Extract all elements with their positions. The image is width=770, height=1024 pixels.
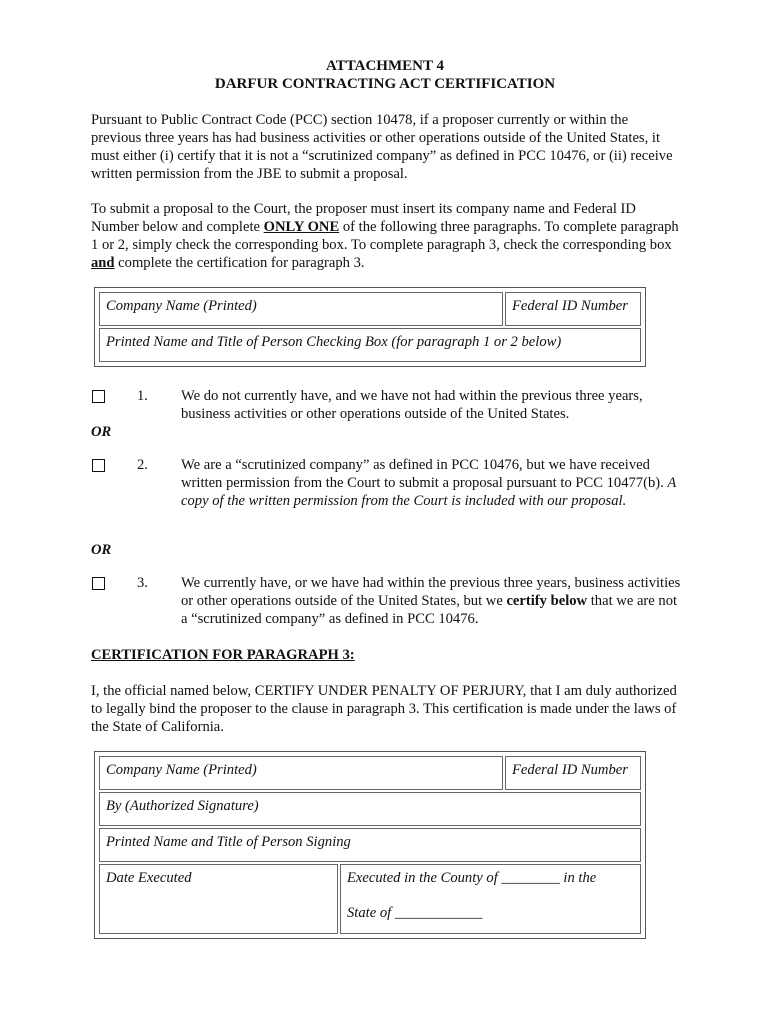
- instructions-text-1: To submit a proposal to the Court, the proposer must insert its company name and Federal ID Number below and complete: [91, 201, 636, 235]
- federal-id-field[interactable]: Federal ID Number: [505, 292, 641, 326]
- option-3-text-end: that we are not a “scrutinized company” as defined in PCC 10476.: [181, 593, 678, 627]
- option-2-checkbox[interactable]: [92, 459, 105, 472]
- or-label-2: OR: [91, 542, 112, 558]
- option-1-text: We do not currently have, and we have not had within the previous three years, business activities or other operations outside of the United States.: [181, 388, 643, 422]
- option-3-text-start: We currently have, or we have had within the previous three years, business activities or other operations outside of the United States, but we: [181, 575, 681, 609]
- option-2-italic-note: A copy of the written permission from the Court is included with our proposal.: [181, 475, 677, 509]
- option-2-main-text: We are a “scrutinized company” as defined in PCC 10476, but we have received written permission from the Court to submit a proposal pursuant to PCC 10477(b).: [181, 457, 668, 491]
- attachment-title: ATTACHMENT 4: [326, 58, 444, 74]
- option-1-number: 1.: [137, 388, 148, 404]
- certification-heading-text: CERTIFICATION FOR PARAGRAPH 3:: [91, 647, 355, 663]
- certification-paragraph: I, the official named below, CERTIFY UNDER PENALTY OF PERJURY, that I am duly authorized to legally bind the proposer to the clause in paragraph 3. This certification is made under the laws of the State of California.: [91, 683, 677, 735]
- option-3-bold-text: certify below: [506, 593, 588, 609]
- only-one-emphasis: ONLY ONE: [263, 219, 340, 235]
- document-title: DARFUR CONTRACTING ACT CERTIFICATION: [214, 76, 556, 92]
- cert-printed-name-field[interactable]: Printed Name and Title of Person Signing: [99, 828, 641, 862]
- cert-company-name-field[interactable]: Company Name (Printed): [99, 756, 503, 790]
- company-info-form: [94, 287, 646, 367]
- instructions-text-2: of the following three paragraphs. To complete paragraph 1 or 2, simply check the corresponding box. To complete paragraph 3, check the corresponding box: [91, 219, 679, 253]
- execution-location-field[interactable]: [340, 864, 641, 934]
- company-name-field[interactable]: Company Name (Printed): [99, 292, 503, 326]
- authorized-signature-field[interactable]: By (Authorized Signature): [99, 792, 641, 826]
- intro-paragraph: Pursuant to Public Contract Code (PCC) section 10478, if a proposer currently or within the previous three years has had business activities or other operations outside of the United States, it must either (i) certify that it is not a “scrutinized company” as defined in PCC 10476, or (ii) receive written permission from the JBE to submit a proposal.: [91, 112, 673, 182]
- instructions-paragraph: [91, 200, 681, 272]
- certification-form: [94, 751, 646, 939]
- option-2-text: [181, 456, 681, 510]
- option-3-checkbox[interactable]: [92, 577, 105, 590]
- option-2-number: 2.: [137, 457, 148, 473]
- county-line: Executed in the County of ________ in the: [347, 870, 597, 886]
- state-line: State of ____________: [347, 905, 483, 921]
- certification-heading: [91, 646, 681, 664]
- option-3-text: [181, 574, 681, 628]
- option-3-number: 3.: [137, 575, 148, 591]
- instructions-text-3: complete the certification for paragraph 3.: [114, 255, 365, 271]
- printed-name-field[interactable]: Printed Name and Title of Person Checking Box (for paragraph 1 or 2 below): [99, 328, 641, 362]
- date-executed-field[interactable]: Date Executed: [99, 864, 338, 934]
- option-1-checkbox[interactable]: [92, 390, 105, 403]
- and-emphasis: and: [91, 255, 115, 271]
- or-label-1: OR: [91, 424, 112, 440]
- cert-federal-id-field[interactable]: Federal ID Number: [505, 756, 641, 790]
